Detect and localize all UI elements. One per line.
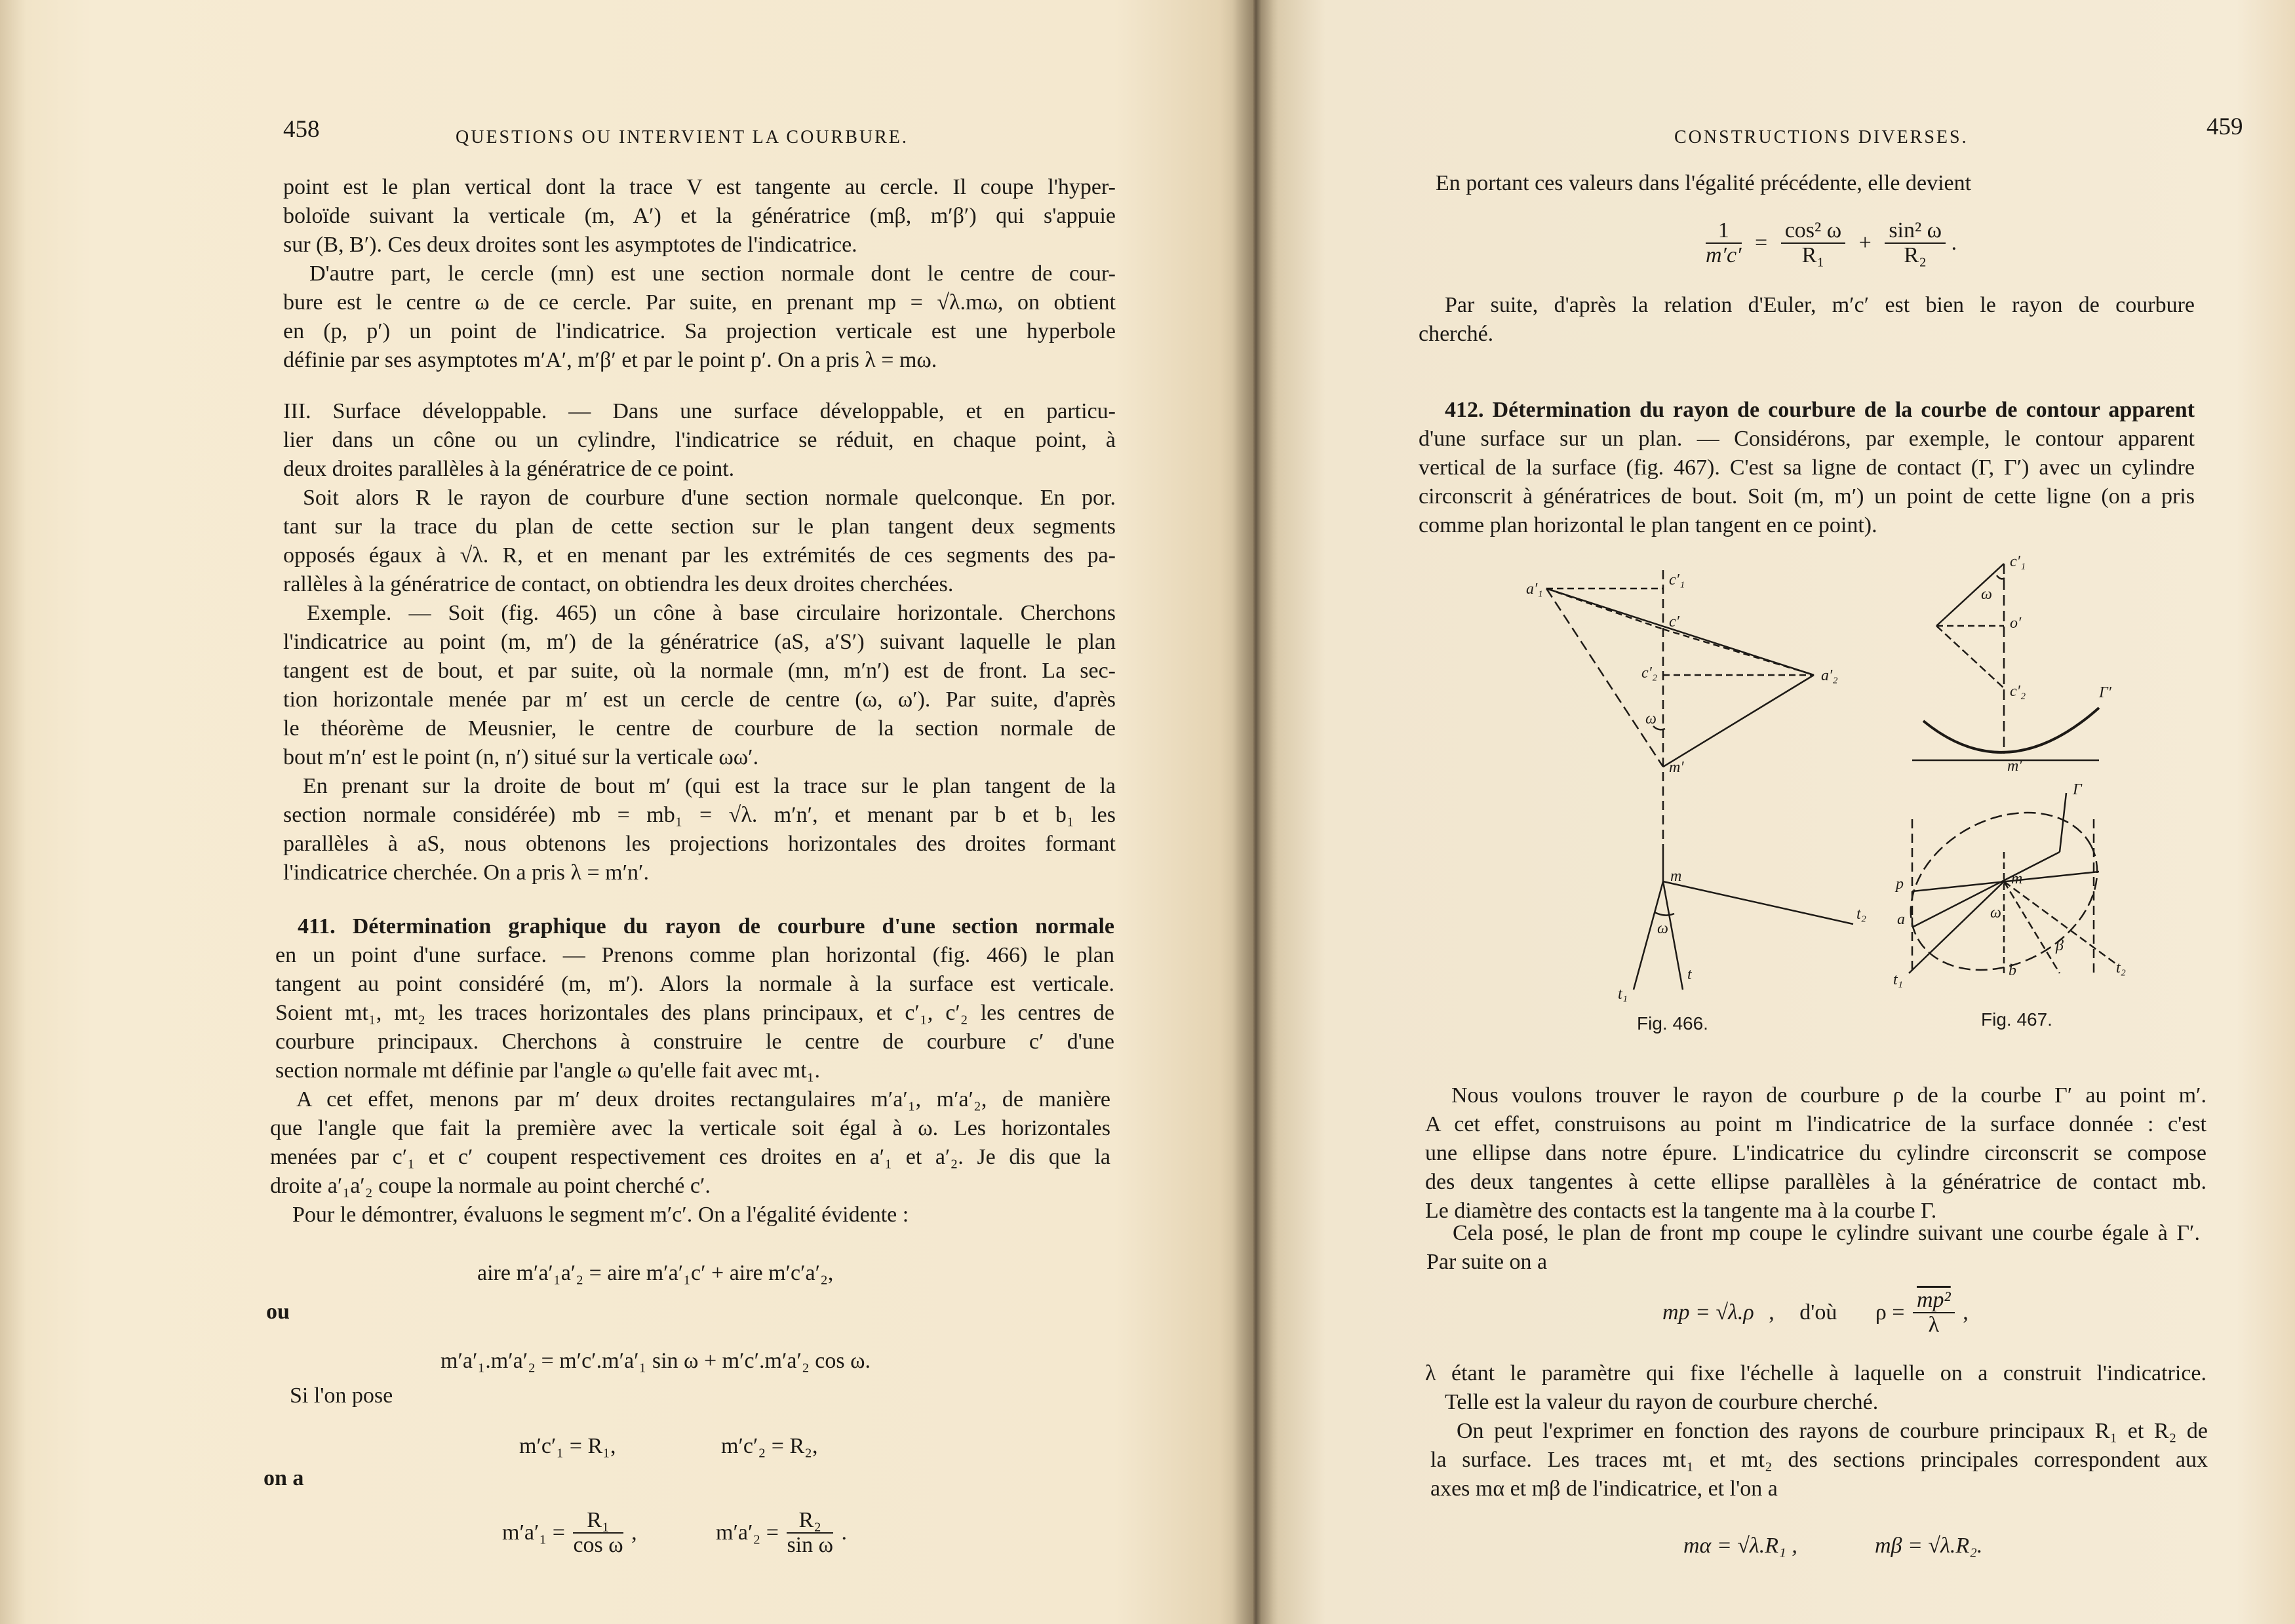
label-c1: c′₁ [1669, 571, 1685, 589]
text-line: Cela posé, le plan de front mp coupe le cylindre suivant une courbe égale à Γ′. [1453, 1221, 2200, 1245]
text-line: tion horizontale menée par m′ est un cercle de centre (ω, ω′). Par suite, d'après [283, 687, 1116, 712]
text-line: courbure principaux. Cherchons à construire le centre de courbure c′ d'une [275, 1030, 1114, 1054]
text-line: menées par c′₁ et c′ coupent respectivement ces droites en a′₁ et a′₂. Je dis que la [270, 1145, 1110, 1169]
trace-t2 [1663, 881, 1853, 924]
fraction-numerator: 1 [1706, 219, 1742, 244]
paragraph [283, 772, 1116, 887]
equation: m′c′₂ = R₂, [721, 1434, 818, 1458]
text-line: d'une surface sur un plan. — Considérons, par exemple, le contour apparent [1419, 427, 2195, 451]
label-o: o′ [2010, 615, 2022, 632]
label-omega-lower-467: ω [1990, 904, 2001, 921]
paragraph [1425, 1081, 2207, 1226]
text-line: Par suite on a [1426, 1250, 1548, 1274]
fraction-denominator: λ [1928, 1313, 1940, 1337]
page-number: 458 [283, 116, 320, 143]
fraction-denominator: R₁ [1801, 243, 1825, 267]
text-line: Exemple. — Soit (fig. 465) un cône à base circulaire horizontale. Cherchons [307, 601, 1116, 625]
line-beta [2004, 881, 2060, 973]
fraction-denominator: cos ω [573, 1533, 623, 1557]
text-line: définie par ses asymptotes m′A′, m′β′ et par le point p′. On a pris λ = mω. [283, 348, 937, 372]
equation-rho: ρ = [1875, 1300, 1905, 1324]
fraction [787, 1509, 833, 1557]
equation-lhs: mp = √λ.ρ [1662, 1300, 1754, 1324]
text-line: Si l'on pose [290, 1383, 393, 1408]
label-omega-467: ω [1981, 586, 1992, 603]
text-line: comme plan horizontal le plan tangent en ce point). [1419, 513, 1877, 537]
equation-tail: , [1963, 1300, 1969, 1324]
text-line: tangent au point considéré (m, m′). Alors la normale à la surface est verticale. [275, 972, 1114, 996]
equation-tail: , [631, 1520, 637, 1545]
fraction-denominator: R₂ [1904, 243, 1927, 267]
text-line: Soient mt₁, mt₂ les traces horizontales des plans principaux, et c′₁, c′₂ les centres de [275, 1001, 1114, 1025]
label-omega-lower: ω [1657, 920, 1668, 937]
text-line: rallèles à la génératrice de contact, on obtiendra les deux droites cherchées. [283, 572, 954, 596]
text-line: ou [266, 1300, 290, 1324]
text-line: D'autre part, le cercle (mn) est une section normale dont le centre de cour- [309, 261, 1116, 286]
paragraph [283, 260, 1116, 375]
right-page [1253, 0, 2295, 1624]
gamma-line [2060, 793, 2066, 852]
line-c1-a [1936, 564, 2004, 626]
label-t: t [1687, 966, 1692, 983]
paragraph [1426, 1219, 2200, 1277]
equation: mβ = √λ.R₂. [1875, 1534, 1983, 1558]
line-a-c2 [1936, 626, 2004, 688]
label-omega-upper: ω [1645, 710, 1657, 727]
text-line: A cet effet, construisons au point m l'indicatrice de la surface donnée : c'est [1425, 1112, 2207, 1136]
text-line: point est le plan vertical dont la trace V est tangente au cercle. Il coupe l'hyper- [283, 175, 1116, 199]
label-m-467: m [2011, 870, 2023, 887]
equation-tail: . [841, 1520, 848, 1545]
text-line: on a [264, 1466, 304, 1490]
label-m: m [1670, 868, 1682, 885]
paragraph [275, 912, 1114, 1085]
label-c2-467: c′₂ [2010, 683, 2026, 700]
text-line: la surface. Les traces mt₁ et mt₂ des sections principales correspondent aux [1430, 1448, 2208, 1472]
paragraph [283, 397, 1116, 484]
text-line: sur (B, B′). Ces deux droites sont les asymptotes de l'indicatrice. [283, 233, 857, 257]
text-line: que l'angle que fait la première avec la verticale soit égal à ω. Les horizontales [270, 1116, 1110, 1140]
section-heading-line: 411. Détermination graphique du rayon de courbure d'une section normale [298, 914, 1114, 938]
text-line: A cet effet, menons par m′ deux droites rectangulaires m′a′₁, m′a′₂, de manière [296, 1087, 1110, 1112]
paragraph [283, 173, 1116, 260]
text-line: parallèles à aS, nous obtenons les projections horizontales des droites formant [283, 832, 1116, 856]
text-line: III. Surface développable. — Dans une surface développable, et en particu- [283, 399, 1116, 423]
book-gutter [1232, 0, 1278, 1624]
text-line: boloïde suivant la verticale (m, A′) et la génératrice (mβ, m′β′) qui s'appuie [283, 204, 1116, 228]
text-line: Nous voulons trouver le rayon de courbure ρ de la courbe Γ′ au point m′. [1451, 1083, 2207, 1108]
label-c: c′ [1669, 613, 1679, 630]
text-line: des deux tangentes à cette ellipse parallèles à la génératrice de contact mb. [1425, 1170, 2207, 1194]
equation [502, 1509, 637, 1557]
label-a2: a′₂ [1821, 667, 1838, 684]
text-line: Soit alors R le rayon de courbure d'une section normale quelconque. En por. [303, 486, 1116, 510]
text-line: section normale mt définie par l'angle ω qu'elle fait avec mt₁. [275, 1058, 821, 1083]
label-a: a [1897, 911, 1905, 928]
running-head: CONSTRUCTIONS DIVERSES. [1674, 127, 1969, 147]
figure-caption: Fig. 466. [1637, 1013, 1708, 1034]
equation: aire m′a′₁a′₂ = aire m′a′₁c′ + aire m′c′a′₂, [477, 1261, 834, 1285]
figure-467 [1883, 564, 2125, 1001]
trace-t1-467 [1909, 881, 2004, 973]
text-line: axes mα et mβ de l'indicatrice, et l'on a [1430, 1477, 1778, 1501]
label-mprime-467: m′ [2007, 758, 2022, 775]
text-line: opposés égaux à √λ. R, et en menant par les extrémités de ces segments des pa- [283, 543, 1116, 568]
text-line: En prenant sur la droite de bout m′ (qui est la trace sur le plan tangent de la [303, 774, 1116, 798]
paragraph [283, 599, 1116, 772]
label-p: p [1896, 876, 1904, 893]
text-line: Par suite, d'après la relation d'Euler, m′c′ est bien le rayon de courbure [1445, 293, 2195, 317]
equation: m′c′₁ = R₁, [519, 1434, 616, 1458]
fraction-numerator: cos² ω [1781, 219, 1845, 244]
label-mprime: m′ [1669, 759, 1684, 776]
angle-arc-467 [1997, 575, 2005, 579]
fraction [573, 1509, 623, 1557]
label-c2: c′₂ [1641, 665, 1658, 682]
text-line: λ étant le paramètre qui fixe l'échelle à laquelle on a construit l'indicatrice. [1425, 1361, 2207, 1385]
text-line: tant sur la trace du plan de cette section sur le plan tangent deux segments [283, 514, 1116, 539]
section-heading-line: 412. Détermination du rayon de courbure de la courbe de contour apparent [1445, 398, 2195, 422]
plus-sign: + [1858, 231, 1872, 255]
label-t2: t₂ [1856, 906, 1867, 923]
label-beta: β [2056, 937, 2064, 954]
fraction-denominator: sin ω [787, 1533, 834, 1557]
label-gamma: Γ [2073, 781, 2082, 798]
text-line: Telle est la valeur du rayon de courbure cherché. [1445, 1390, 1879, 1414]
text-line: On peut l'exprimer en fonction des rayons de courbure principaux R₁ et R₂ de [1457, 1419, 2208, 1443]
text-line: deux droites parallèles à la génératrice de ce point. [283, 457, 735, 481]
label-a1: a′₁ [1526, 581, 1543, 598]
line-a1-a2 [1546, 589, 1814, 675]
fraction-numerator: R₁ [573, 1509, 623, 1534]
text-line: tangent est de bout, et par suite, où la normale (mn, m′n′) est de front. La sec- [283, 659, 1116, 683]
figure-466 [1253, 0, 2295, 1075]
text-line: section normale considérée) mb = mb₁ = √λ. m′n′, et menant par b et b₁ les [283, 803, 1116, 827]
text-line: l'indicatrice cherchée. On a pris λ = m′n′. [283, 860, 649, 885]
fraction [1913, 1288, 1955, 1337]
text-line: vertical de la surface (fig. 467). C'est sa ligne de contact (Γ, Γ′) avec un cylindre [1419, 455, 2195, 480]
equation [1662, 1288, 1969, 1337]
equation-lhs: m′a′₂ = [716, 1520, 779, 1545]
label-t1: t₁ [1618, 986, 1628, 1003]
paragraph [1430, 1417, 2208, 1503]
running-head: QUESTIONS OU INTERVIENT LA COURBURE. [456, 127, 909, 147]
text-line: cherché. [1419, 322, 1494, 346]
text-line: en (p, p′) un point de l'indicatrice. Sa projection verticale est une hyperbole [283, 319, 1116, 343]
equation: m′a′₁.m′a′₂ = m′c′.m′a′₁ sin ω + m′c′.m′a′₂ cos ω. [441, 1349, 871, 1373]
label-b: b [2009, 962, 2016, 979]
text-line: une ellipse dans notre épure. L'indicatrice du cylindre circonscrit se compose [1425, 1141, 2207, 1165]
fraction-numerator: mp² [1913, 1288, 1955, 1313]
angle-arc-lower [1655, 912, 1674, 916]
page-number: 459 [2207, 113, 2243, 140]
text-line: bout m′n′ est le point (n, n′) situé sur la verticale ωω′. [283, 745, 759, 769]
line-p-m [1912, 872, 2099, 891]
equation-tail: . [1951, 231, 1957, 255]
fraction-numerator: R₂ [787, 1509, 833, 1534]
label-gamma-prime: Γ′ [2099, 684, 2111, 701]
figure-caption: Fig. 467. [1981, 1009, 2052, 1030]
paragraph [270, 1085, 1110, 1201]
fraction-numerator: sin² ω [1885, 219, 1946, 244]
text-line: bure est le centre ω de ce cercle. Par suite, en prenant mp = √λ.mω, on obtient [283, 290, 1116, 315]
equation-separator: , [1769, 1300, 1775, 1324]
equation: mα = √λ.R₁ , [1683, 1534, 1797, 1558]
paragraph [1425, 1359, 2207, 1417]
label-t1-467: t₁ [1893, 971, 1904, 988]
text-line: circonscrit à génératrices de bout. Soit (m, m′) un point de cette ligne (on a pris [1419, 484, 2195, 509]
text-line: lier dans un cône ou un cylindre, l'indicatrice se réduit, en chaque point, à [283, 428, 1116, 452]
curve-gamma-prime [1923, 708, 2099, 752]
equation [716, 1509, 847, 1557]
text-line: l'indicatrice au point (m, m′) de la génératrice (aS, a′S′) suivant laquelle le plan [283, 630, 1116, 654]
equals-sign: = [1755, 231, 1768, 255]
paragraph [283, 484, 1116, 599]
equation-lhs: m′a′₁ = [502, 1520, 565, 1545]
text-line: le théorème de Meusnier, le centre de courbure de la section normale de [283, 716, 1116, 741]
label-t2-467: t₂ [2116, 959, 2127, 976]
text-line: Le diamètre des contacts est la tangente ma à la courbe Γ. [1425, 1199, 1937, 1223]
equation-word: d'où [1799, 1300, 1837, 1324]
text-line: En portant ces valeurs dans l'égalité précédente, elle devient [1436, 171, 1972, 195]
text-line: droite a′₁a′₂ coupe la normale au point cherché c′. [270, 1174, 711, 1198]
fraction-denominator: m′c′ [1706, 243, 1742, 267]
line-mprime-a2 [1663, 675, 1814, 767]
label-c1-467: c′₁ [2010, 553, 2026, 570]
text-line: Pour le démontrer, évaluons le segment m′c′. On a l'égalité évidente : [292, 1203, 909, 1227]
text-line: en un point d'une surface. — Prenons comme plan horizontal (fig. 466) le plan [275, 943, 1114, 967]
